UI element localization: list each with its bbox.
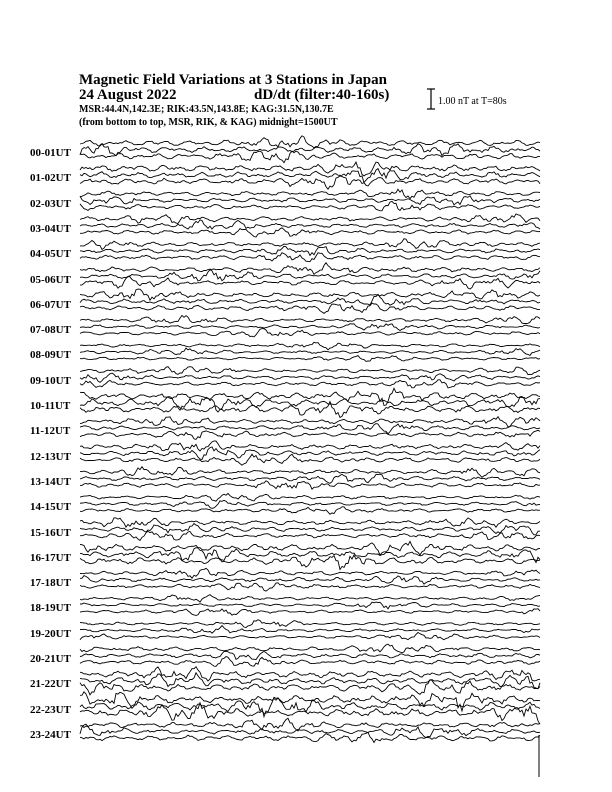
trace-rik (80, 626, 540, 634)
hour-label: 21-22UT (30, 678, 71, 691)
hour-label: 14-15UT (30, 501, 71, 514)
trace-kag (80, 214, 540, 224)
trace-rik (80, 651, 540, 659)
hour-label: 19-20UT (30, 627, 71, 640)
trace-kag (80, 718, 540, 731)
trace-kag (80, 441, 540, 451)
trace-kag (80, 493, 540, 501)
trace-rik (80, 602, 540, 609)
hour-label: 11-12UT (30, 425, 71, 438)
trace-kag (80, 239, 540, 250)
hour-label: 10-11UT (30, 400, 71, 412)
hour-label: 04-05UT (30, 248, 71, 261)
hour-label: 23-24UT (30, 728, 71, 741)
trace-msr (80, 609, 540, 616)
trace-msr (80, 657, 540, 667)
trace-rik (80, 397, 540, 413)
trace-rik (80, 548, 540, 563)
trace-rik (80, 474, 540, 483)
trace-msr (80, 380, 540, 388)
trace-msr (80, 329, 540, 337)
hour-label: 16-17UT (30, 551, 71, 564)
hour-label: 00-01UT (30, 147, 71, 159)
trace-rik (80, 196, 540, 205)
trace-msr (80, 303, 540, 313)
trace-rik (80, 294, 540, 305)
station-order-note: (from bottom to top, MSR, RIK, & KAG) midnight=1500UT (79, 117, 338, 128)
trace-msr (80, 583, 540, 591)
trace-rik (80, 524, 540, 535)
trace-rik (80, 500, 540, 508)
trace-rik (80, 348, 540, 355)
hour-label: 08-09UT (30, 349, 71, 362)
trace-kag (80, 162, 540, 176)
trace-kag (80, 644, 540, 653)
hour-label: 07-08UT (30, 324, 71, 337)
trace-msr (80, 507, 540, 515)
trace-rik (80, 373, 540, 382)
trace-msr (80, 531, 540, 540)
trace-kag (80, 541, 540, 555)
trace-kag (80, 315, 540, 323)
hour-label: 02-03UT (30, 197, 71, 210)
trace-msr (80, 201, 540, 210)
trace-kag (80, 620, 540, 628)
trace-rik (80, 270, 540, 281)
trace-rik (80, 246, 540, 255)
hour-label: 15-16UT (30, 526, 71, 539)
trace-rik (80, 220, 540, 229)
trace-kag (80, 367, 540, 375)
trace-msr (80, 680, 540, 695)
trace-kag (80, 692, 540, 711)
hour-label: 12-13UT (30, 450, 71, 463)
trace-rik (80, 447, 540, 460)
trace-msr (80, 732, 540, 742)
hour-label: 05-06UT (30, 273, 71, 286)
trace-kag (80, 342, 540, 350)
trace-kag (80, 467, 540, 478)
hour-label: 17-18UT (30, 577, 71, 590)
trace-msr (80, 481, 540, 489)
scale-label: 1.00 nT at T=80s (438, 96, 507, 107)
station-coordinates: MSR:44.4N,142.3E; RIK:43.5N,143.8E; KAG:31.5N,130.7E (79, 104, 334, 115)
trace-kag (80, 263, 540, 275)
trace-msr (80, 356, 540, 362)
trace-msr (80, 151, 540, 163)
trace-kag (80, 417, 540, 427)
hour-label: 09-10UT (30, 374, 71, 387)
trace-rik (80, 424, 540, 434)
trace-rik (80, 724, 540, 737)
trace-kag (80, 518, 540, 527)
hour-label: 03-04UT (30, 222, 71, 235)
trace-kag (80, 289, 540, 300)
trace-kag (80, 568, 540, 578)
chart-title: Magnetic Field Variations at 3 Stations in Japan (79, 72, 387, 88)
trace-msr (80, 228, 540, 237)
trace-msr (80, 253, 540, 262)
trace-msr (80, 176, 540, 189)
trace-msr (80, 277, 540, 289)
trace-kag (80, 595, 540, 602)
chart-date: 24 August 2022 (79, 87, 177, 103)
trace-msr (80, 454, 540, 465)
trace-kag (80, 136, 540, 148)
hour-label: 13-14UT (30, 475, 71, 488)
trace-msr (80, 632, 540, 639)
trace-rik (80, 324, 540, 331)
hour-label: 06-07UT (30, 298, 71, 311)
trace-msr (80, 402, 540, 418)
filter-label: dD/dt (filter:40-160s) (254, 87, 390, 103)
hour-label: 18-19UT (30, 602, 71, 615)
trace-msr (80, 430, 540, 439)
hour-label: 20-21UT (30, 653, 71, 665)
hour-label: 01-02UT (30, 172, 71, 185)
trace-rik (80, 576, 540, 585)
hour-label: 22-23UT (30, 703, 71, 716)
